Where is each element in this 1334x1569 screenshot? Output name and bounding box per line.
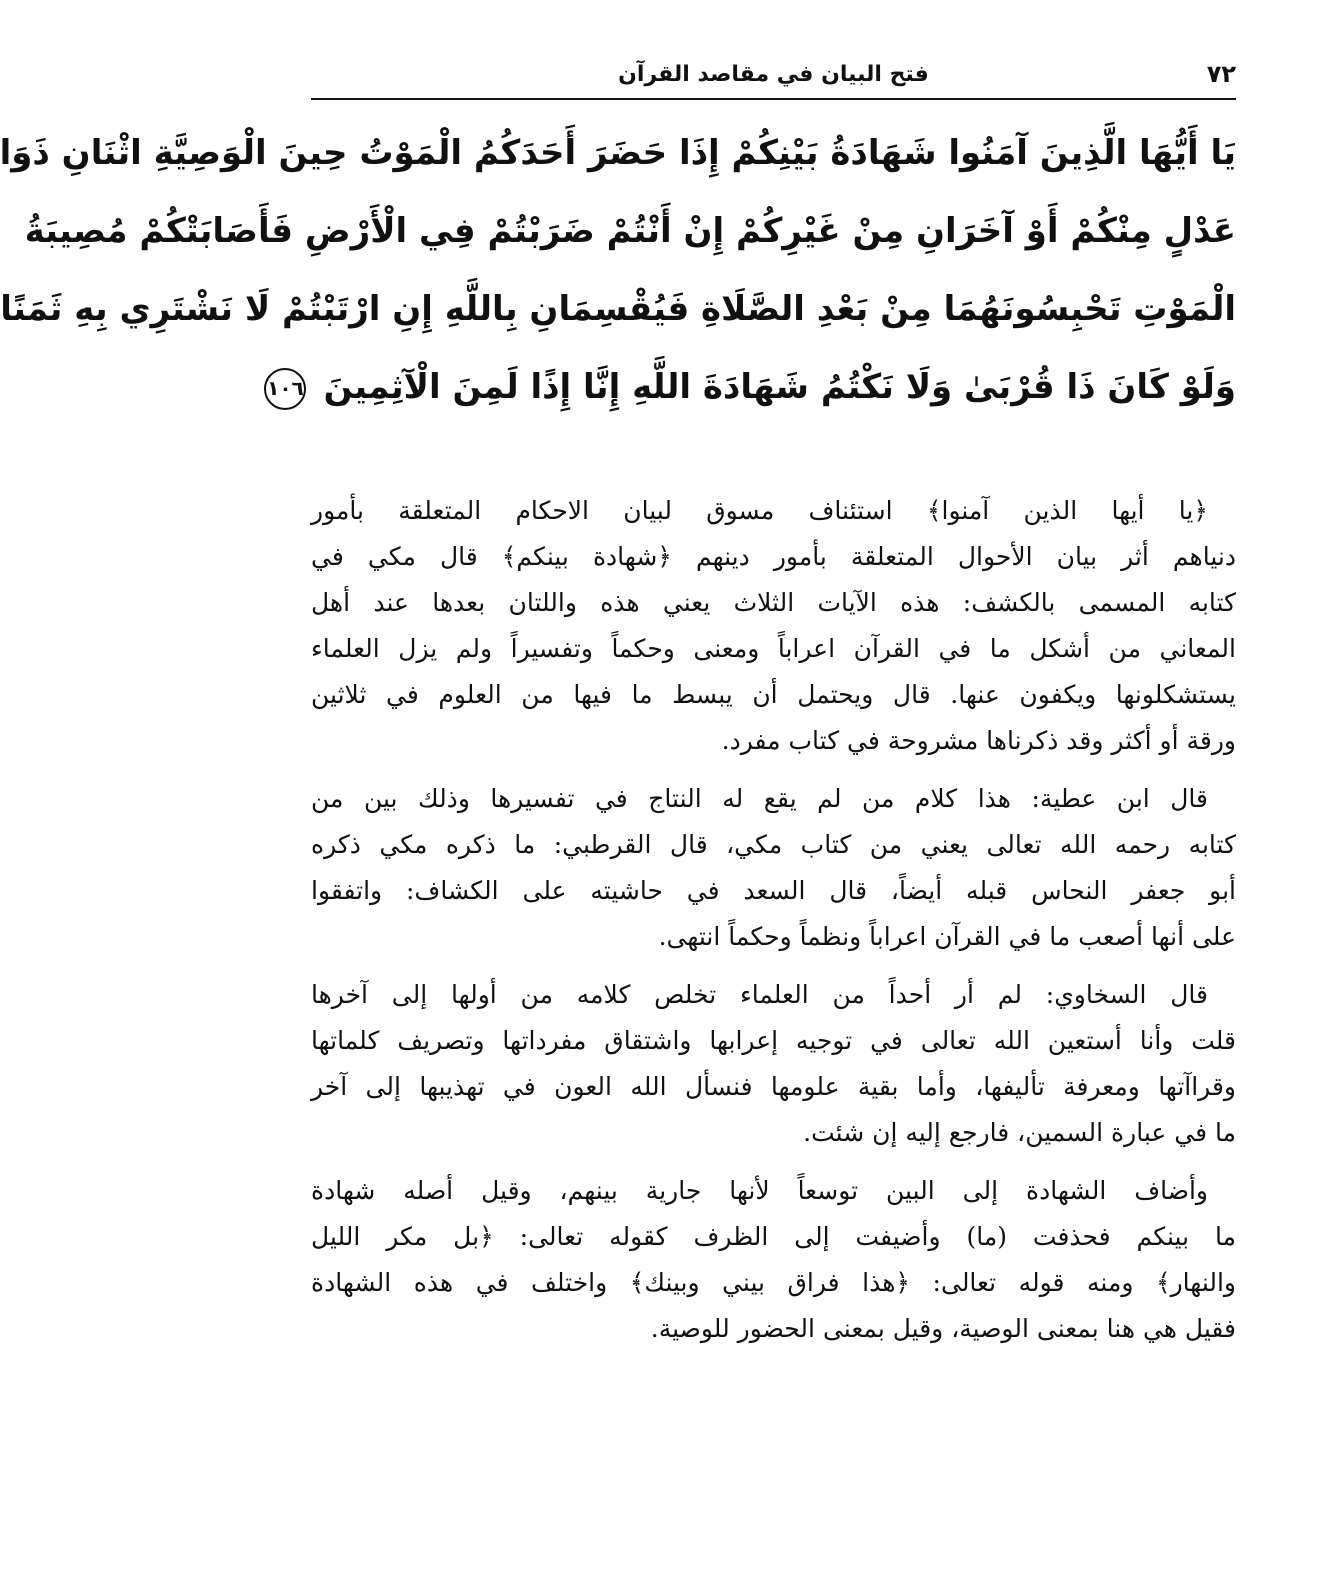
text-line: ورقة أو أكثر وقد ذكرناها مشروحة في كتاب مفرد. [721, 726, 1236, 755]
text-line: وقراآتها ومعرفة تأليفها، وأما بقية علومها فنسأل الله العون في تهذيبها إلى آخر [311, 1072, 1236, 1101]
quran-verse [0, 114, 1236, 426]
text-line: أبو جعفر النحاس قبله أيضاً، قال السعد في حاشيته على الكشاف: واتفقوا [311, 876, 1236, 905]
text-line: ما بينكم فحذفت (ما) وأضيفت إلى الظرف كقوله تعالى: ﴿بل مكر الليل [311, 1222, 1236, 1251]
page-number: ٧٢ [1206, 60, 1236, 88]
ayah-number-marker: ١٠٦ [264, 368, 306, 410]
text-line: يستشكلونها ويكفون عنها. قال ويحتمل أن يبسط ما فيها من العلوم في ثلاثين [311, 680, 1236, 709]
text-line: قال ابن عطية: هذا كلام من لم يقع له النتاج في تفسيرها وذلك بين من [311, 784, 1208, 813]
verse-line: الْمَوْتِ تَحْبِسُونَهُمَا مِنْ بَعْدِ الصَّلَاةِ فَيُقْسِمَانِ بِاللَّهِ إِنِ ارْتَبْتُمْ لَا نَشْتَرِي بِهِ ثَمَنًا [0, 289, 1236, 329]
text-line: دنياهم أثر بيان الأحوال المتعلقة بأمور دينهم ﴿شهادة بينكم﴾ قال مكي في [311, 542, 1236, 571]
text-line: على أنها أصعب ما في القرآن اعراباً ونظماً وحكماً انتهى. [658, 922, 1236, 951]
text-line: وأضاف الشهادة إلى البين توسعاً لأنها جارية بينهم، وقيل أصله شهادة [311, 1176, 1209, 1205]
verse-line: يَا أَيُّهَا الَّذِينَ آمَنُوا شَهَادَةُ بَيْنِكُمْ إِذَا حَضَرَ أَحَدَكُمُ الْمَوْتُ حِينَ الْوَصِيَّةِ اثْنَانِ ذَوَا [0, 133, 1236, 173]
verse-line-text: وَلَوْ كَانَ ذَا قُرْبَىٰ وَلَا نَكْتُمُ شَهَادَةَ اللَّهِ إِنَّا إِذًا لَمِنَ الْآثِمِينَ [323, 367, 1236, 407]
text-line: ﴿يا أيها الذين آمنوا﴾ استئناف مسوق لبيان الاحكام المتعلقة بأمور [311, 496, 1208, 525]
verse-line: عَدْلٍ مِنْكُمْ أَوْ آخَرَانِ مِنْ غَيْرِكُمْ إِنْ أَنْتُمْ ضَرَبْتُمْ فِي الْأَرْضِ فَأَصَابَتْكُمْ مُصِيبَةُ [24, 211, 1236, 251]
text-line: فقيل هي هنا بمعنى الوصية، وقيل بمعنى الحضور للوصية. [650, 1314, 1236, 1343]
text-line: كتابه رحمه الله تعالى يعني من كتاب مكي، قال القرطبي: ما ذكره مكي ذكره [311, 830, 1236, 859]
running-header [311, 60, 1236, 100]
text-line: قال السخاوي: لم أر أحداً من العلماء تخلص كلامه من أولها إلى آخرها [311, 980, 1208, 1009]
paragraph [311, 1168, 1236, 1352]
text-line: والنهار﴾ ومنه قوله تعالى: ﴿هذا فراق بيني وبينك﴾ واختلف في هذه الشهادة [311, 1268, 1236, 1297]
paragraph [311, 488, 1236, 764]
text-line: المعاني من أشكل ما في القرآن اعراباً ومعنى وحكماً وتفسيراً ولم يزل العلماء [311, 634, 1236, 663]
text-line: كتابه المسمى بالكشف: هذه الآيات الثلاث يعني هذه واللتان بعدها عند أهل [311, 588, 1236, 617]
verse-line-final [267, 348, 1236, 426]
paragraph [311, 972, 1236, 1156]
book-page [0, 60, 1236, 1343]
commentary-text [311, 488, 1236, 1364]
paragraph [311, 776, 1236, 960]
text-line: قلت وأنا أستعين الله تعالى في توجيه إعرابها واشتقاق مفرداتها وتصريف كلماتها [311, 1026, 1236, 1055]
text-line: ما في عبارة السمين، فارجع إليه إن شئت. [803, 1118, 1236, 1147]
book-title: فتح البيان في مقاصد القرآن [618, 62, 929, 87]
